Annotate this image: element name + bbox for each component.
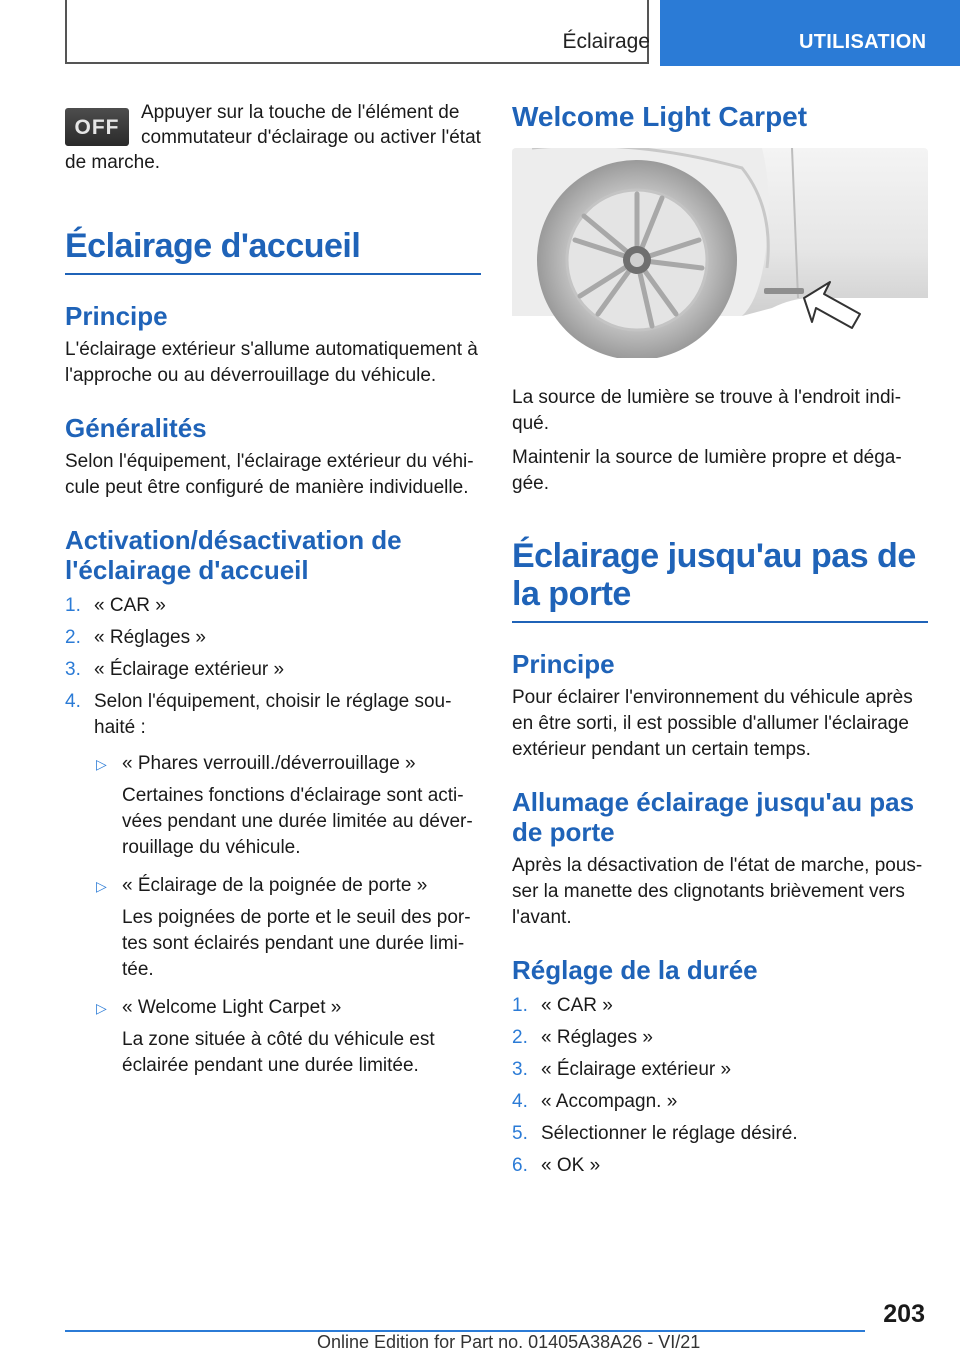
doorstep-lighting-heading: Éclairage jusqu'au pas de la porte — [512, 537, 928, 623]
off-button-icon: OFF — [65, 108, 129, 146]
triangle-bullet-icon: ▷ — [96, 1000, 107, 1016]
step-text: Selon l'équipement, choisir le réglage sou-haité : — [94, 691, 452, 738]
option-item — [94, 995, 481, 1079]
list-item — [65, 689, 481, 1079]
list-item — [65, 593, 481, 619]
step-number: 1. — [512, 995, 528, 1016]
principe-text: L'éclairage extérieur s'allume automatiquement à l'approche ou au déverrouillage du véhicule. — [65, 339, 478, 386]
principe-heading: Principe — [65, 301, 168, 331]
header-frame — [65, 0, 649, 64]
option-label: « Welcome Light Carpet » — [122, 997, 342, 1018]
step-text: « OK » — [541, 1155, 601, 1176]
section-title: Éclairage — [562, 30, 650, 53]
step-number: 4. — [512, 1091, 528, 1112]
generalites-text: Selon l'équipement, l'éclairage extérieur du véhi-cule peut être configuré de manière individuelle. — [65, 451, 474, 498]
list-item — [512, 993, 928, 1019]
step-number: 6. — [512, 1155, 528, 1176]
duration-steps — [512, 993, 928, 1179]
option-description: La zone située à côté du véhicule est éclairée pendant une durée limitée. — [122, 1029, 435, 1076]
intro-paragraph — [65, 100, 481, 175]
step-text: « CAR » — [94, 595, 166, 616]
step-text: « Réglages » — [541, 1027, 653, 1048]
list-item — [512, 1057, 928, 1083]
option-list — [94, 751, 481, 1079]
principe-text-right: Pour éclairer l'environnement du véhicule après en être sorti, il est possible d'allumer l'éclairage extérieur pendant un certain temps. — [512, 687, 913, 760]
chapter-tab — [660, 0, 960, 66]
step-text: « Éclairage extérieur » — [541, 1059, 732, 1080]
welcome-lighting-heading: Éclairage d'accueil — [65, 227, 481, 275]
step-text: « CAR » — [541, 995, 613, 1016]
triangle-bullet-icon: ▷ — [96, 878, 107, 894]
option-item — [94, 873, 481, 983]
list-item — [512, 1153, 928, 1179]
step-number: 1. — [65, 595, 81, 616]
step-number: 5. — [512, 1123, 528, 1144]
page-header — [0, 0, 960, 68]
step-number: 2. — [512, 1027, 528, 1048]
option-description: Les poignées de porte et le seuil des por-tes sont éclairés pendant une durée limi-tée. — [122, 907, 471, 980]
activation-steps — [65, 593, 481, 1079]
principe-heading-right: Principe — [512, 649, 615, 679]
wlc-location-text: La source de lumière se trouve à l'endroit indi-qué. — [512, 387, 902, 434]
edition-text: Online Edition for Part no. 01405A38A26 - VI/21 — [317, 1332, 701, 1352]
list-item — [512, 1089, 928, 1115]
step-number: 3. — [65, 659, 81, 680]
step-text: « Réglages » — [94, 627, 206, 648]
step-number: 2. — [65, 627, 81, 648]
list-item — [65, 625, 481, 651]
page-number: 203 — [883, 1300, 925, 1328]
allumage-heading: Allumage éclairage jusqu'au pas de porte — [512, 787, 915, 847]
step-text: « Accompagn. » — [541, 1091, 678, 1112]
allumage-text: Après la désactivation de l'état de marche, pous-ser la manette des clignotants brièvement vers l'avant. — [512, 855, 923, 928]
option-description: Certaines fonctions d'éclairage sont acti-vées pendant une durée limitée au déver-rouillage du véhicule. — [122, 785, 473, 858]
list-item — [512, 1025, 928, 1051]
activation-heading: Activation/désactivation de l'éclairage d'accueil — [65, 525, 402, 585]
option-label: « Phares verrouill./déverrouillage » — [122, 753, 416, 774]
list-item — [65, 657, 481, 683]
list-item — [512, 1121, 928, 1147]
left-column — [65, 100, 481, 1091]
step-text: Sélectionner le réglage désiré. — [541, 1123, 798, 1144]
reglage-duree-heading: Réglage de la durée — [512, 955, 758, 985]
step-number: 4. — [65, 691, 81, 712]
generalites-heading: Généralités — [65, 413, 207, 443]
step-text: « Éclairage extérieur » — [94, 659, 285, 680]
intro-text: Appuyer sur la touche de l'élément de commutateur d'éclairage ou activer l'état de marche. — [65, 102, 481, 173]
welcome-light-carpet-heading: Welcome Light Carpet — [512, 101, 808, 132]
step-number: 3. — [512, 1059, 528, 1080]
chapter-tab-label: UTILISATION — [799, 31, 927, 53]
option-item — [94, 751, 481, 861]
car-wheel-illustration — [512, 148, 928, 358]
option-label: « Éclairage de la poignée de porte » — [122, 875, 428, 896]
triangle-bullet-icon: ▷ — [96, 756, 107, 772]
wlc-clean-text: Maintenir la source de lumière propre et déga-gée. — [512, 447, 902, 494]
right-column — [512, 100, 928, 1185]
